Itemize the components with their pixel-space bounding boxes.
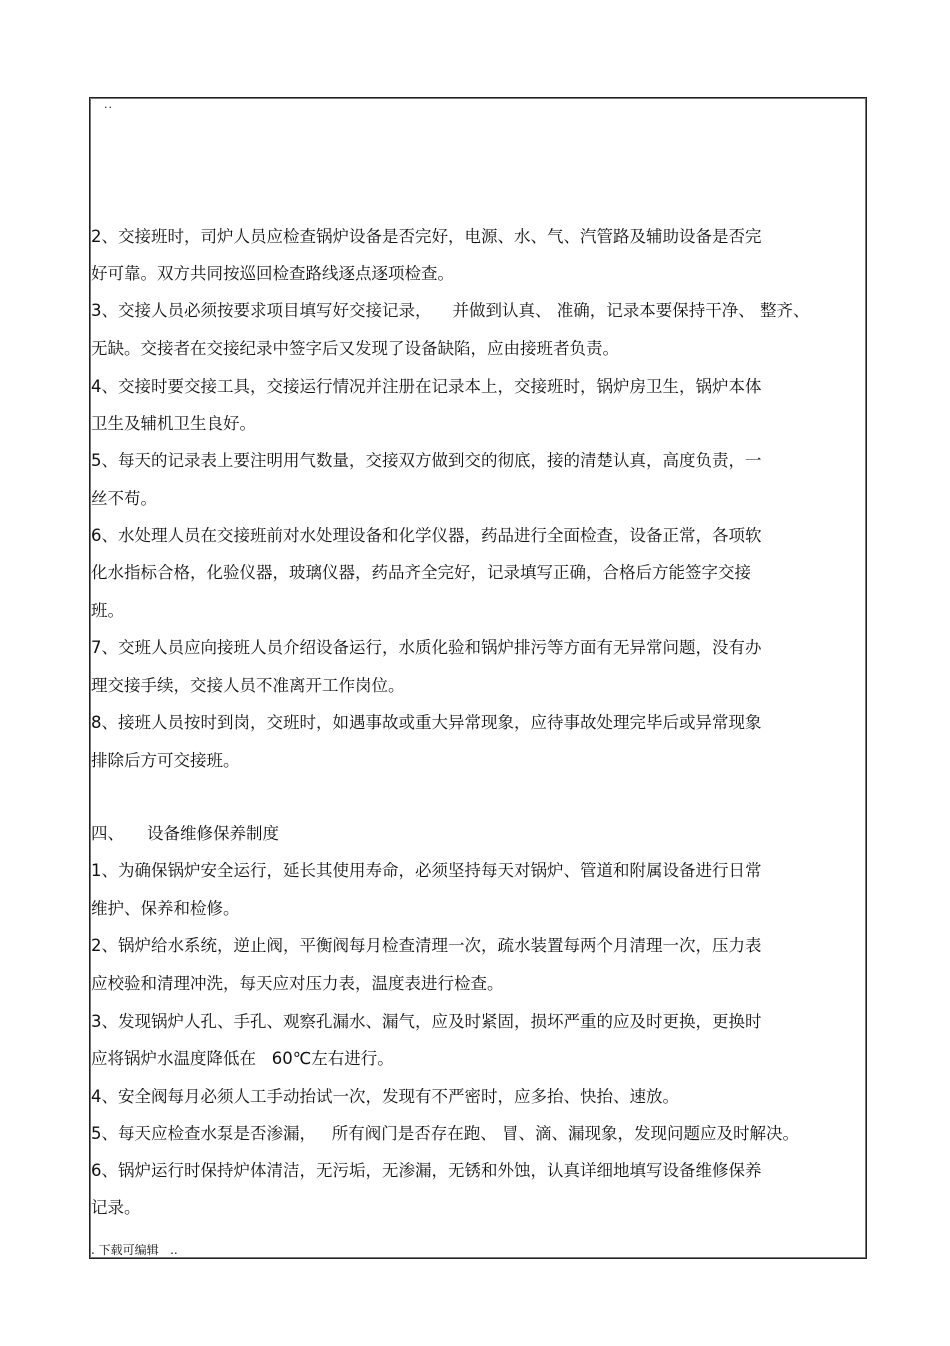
paragraph-line: 8、接班人员按时到岗，交班时，如遇事故或重大异常现象，应待事故处理完毕后或异常现象 — [91, 713, 762, 732]
paragraph-line: 6、水处理人员在交接班前对水处理设备和化学仪器，药品进行全面检查，设备正常，各项软 — [91, 526, 762, 545]
paragraph-line: 6、锅炉运行时保持炉体清洁，无污垢，无渗漏，无锈和外蚀，认真详细地填写设备维修保养 — [91, 1161, 762, 1180]
section-title: 设备维修保养制度 — [147, 824, 279, 843]
paragraph-line: 维护、保养和检修。 — [91, 899, 240, 918]
paragraph-line: 3、交接人员必须按要求项目填写好交接记录， 并做到认真、 准确，记录本要保持干净、 整齐、 — [91, 301, 810, 320]
paragraph-line: 无缺。交接者在交接纪录中签字后又发现了设备缺陷，应由接班者负责。 — [91, 339, 619, 358]
paragraph-line: 班。 — [91, 601, 124, 620]
paragraph-line: 记录。 — [91, 1198, 141, 1217]
paragraph-line: 卫生及辅机卫生良好。 — [91, 414, 256, 433]
paragraph-line: 5、每天的记录表上要注明用气数量，交接双方做到交的彻底，接的清楚认真，高度负责，一 — [91, 451, 762, 470]
paragraph-line: 理交接手续，交接人员不准离开工作岗位。 — [91, 676, 405, 695]
paragraph-line: 化水指标合格，化验仪器，玻璃仪器，药品齐全完好，记录填写正确，合格后方能签字交接 — [91, 563, 751, 582]
paragraph-line: 3、发现锅炉人孔、手孔、观察孔漏水、漏气，应及时紧固，损坏严重的应及时更换，更换时 — [91, 1012, 762, 1031]
paragraph-line: 应校验和清理冲洗，每天应对压力表，温度表进行检查。 — [91, 974, 504, 993]
section-number: 四、 — [91, 824, 124, 843]
paragraph-line: 好可靠。双方共同按巡回检查路线逐点逐项检查。 — [91, 264, 454, 283]
paragraph-line: 5、每天应检查水泵是否渗漏， 所有阀门是否存在跑、 冒、滴、漏现象，发现问题应及时解决。 — [91, 1124, 799, 1143]
header-dots: .. — [104, 98, 113, 111]
paragraph-line: 1、为确保锅炉安全运行，延长其使用寿命，必须坚持每天对锅炉、管道和附属设备进行日常 — [91, 861, 762, 880]
paragraph-line: 7、交班人员应向接班人员介绍设备运行，水质化验和锅炉排污等方面有无异常问题，没有办 — [91, 638, 762, 657]
paragraph-line: 2、交接班时，司炉人员应检查锅炉设备是否完好，电源、水、气、汽管路及辅助设备是否完 — [91, 227, 762, 246]
paragraph-line: 2、锅炉给水系统，逆止阀，平衡阀每月检查清理一次，疏水装置每两个月清理一次，压力表 — [91, 936, 762, 955]
paragraph-line: 4、安全阀每月必须人工手动抬试一次，发现有不严密时，应多抬、快抬、速放。 — [91, 1087, 679, 1106]
paragraph-line: 4、交接时要交接工具，交接运行情况并注册在记录本上，交接班时，锅炉房卫生，锅炉本体 — [91, 377, 762, 396]
footer-note: . 下载可编辑 .. — [91, 1243, 178, 1257]
section-heading — [91, 823, 279, 845]
paragraph-line: 丝不苟。 — [91, 489, 157, 508]
paragraph-line: 应将锅炉水温度降低在 60℃左右进行。 — [91, 1049, 394, 1068]
paragraph-line: 排除后方可交接班。 — [91, 751, 240, 770]
